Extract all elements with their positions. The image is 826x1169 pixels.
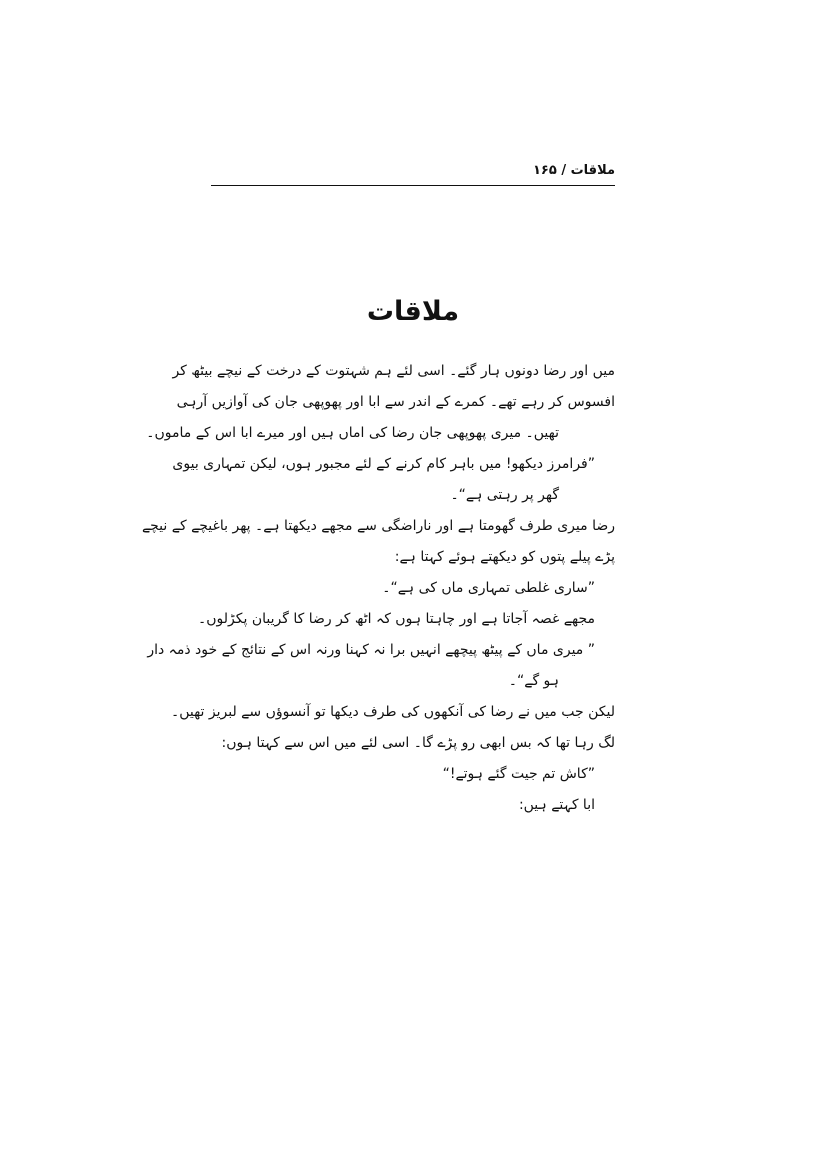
body-line: مجھے غصہ آجاتا ہے اور چاہتا ہوں کہ اٹھ کر رضا کا گریبان پکڑلوں۔ [198, 611, 595, 627]
body-line: افسوس کر رہے تھے۔ کمرے کے اندر سے ابا اور پھوپھی جان کی آوازیں آرہی [176, 394, 615, 410]
dialogue-line: ” میری ماں کے پیٹھ پیچھے انہیں برا نہ کہنا ورنہ اس کے نتائج کے خود ذمہ دار [147, 642, 595, 658]
body-line: میں اور رضا دونوں ہار گئے۔ اسی لئے ہم شہتوت کے درخت کے نیچے بیٹھ کر [172, 363, 615, 379]
body-line: لیکن جب میں نے رضا کی آنکھوں کی طرف دیکھا تو آنسوؤں سے لبریز تھیں۔ [171, 704, 615, 720]
body-line: لگ رہا تھا کہ بس ابھی رو پڑے گا۔ اسی لئے میں اس سے کہتا ہوں: [221, 735, 615, 751]
dialogue-line: ”ساری غلطی تمہاری ماں کی ہے“۔ [382, 580, 595, 596]
dialogue-line: ”کاش تم جیت گئے ہوتے!“ [442, 766, 595, 782]
dialogue-line: ”فرامرز دیکھو! میں باہر کام کرنے کے لئے مجبور ہوں، لیکن تمہاری بیوی [172, 456, 595, 472]
body-line: تھیں۔ میری پھوپھی جان رضا کی اماں ہیں اور میرے ابا اس کے ماموں۔ [146, 425, 559, 441]
dialogue-line: گھر پر رہتی ہے“۔ [450, 487, 559, 503]
chapter-title: ملاقات [366, 296, 460, 327]
body-text [141, 356, 615, 821]
header-rule [211, 185, 615, 186]
dialogue-line: ہو گے“۔ [508, 673, 559, 689]
body-line: رضا میری طرف گھومتا ہے اور ناراضگی سے مجھے دیکھتا ہے۔ پھر باغیچے کے نیچے [141, 518, 615, 534]
body-line: ابا کہتے ہیں: [518, 797, 595, 813]
body-line: پڑے پیلے پتوں کو دیکھتے ہوئے کہتا ہے: [394, 549, 615, 565]
running-header: ملاقات / ۱۶۵ [533, 163, 615, 178]
